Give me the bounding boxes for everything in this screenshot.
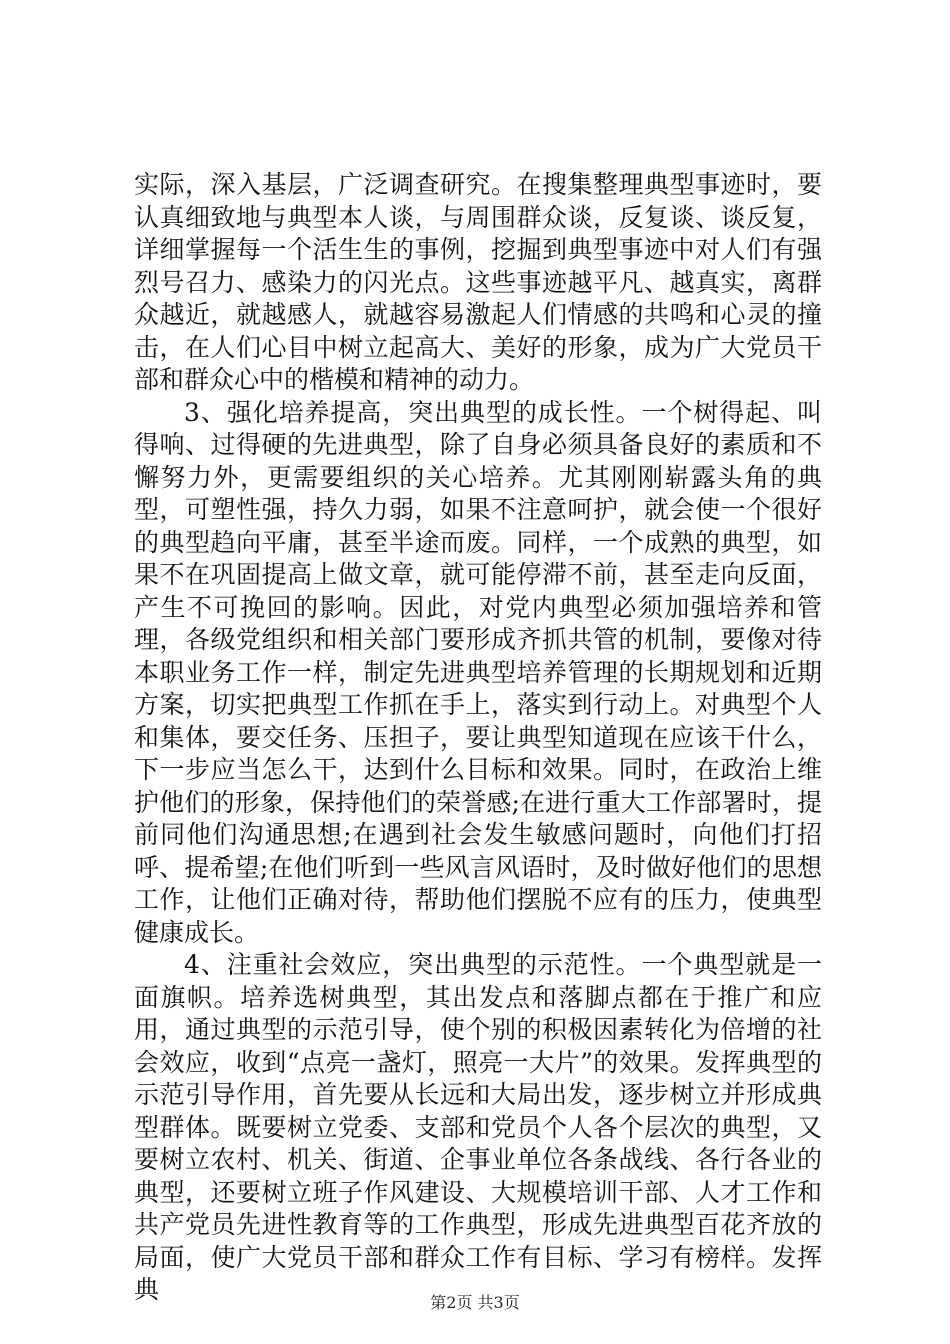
page-footer: 第2页 共3页 (430, 1293, 520, 1312)
paragraph-3: 4、注重社会效应，突出典型的示范性。一个典型就是一面旗帜。培养选树典型，其出发点和落脚点都在于推广和应用，通过典型的示范引导，使个别的积极因素转化为倍增的社会效应，收到“点亮一盏灯，照亮一大片”的效果。发挥典型的示范引导作用，首先要从长远和大局出发，逐步树立并形成典型群体。既要树立党委、支部和党员个人各个层次的典型，又要树立农村、机关、街道、企事业单位各条战线、各行各业的典型，还要树立班子作风建设、大规模培训干部、人才工作和共产党员先进性教育等的工作典型，形成先进典型百花齐放的局面，使广大党员干部和群众工作有目标、学习有榜样。发挥典 (134, 950, 822, 1304)
paragraph-2: 3、强化培养提高，突出典型的成长性。一个树得起、叫得响、过得硬的先进典型，除了自身必须具备良好的素质和不懈努力外，更需要组织的关心培养。尤其刚刚崭露头角的典型，可塑性强，持久力弱，如果不注意呵护，就会使一个很好的典型趋向平庸，甚至半途而废。同样，一个成熟的典型，如果不在巩固提高上做文章，就可能停滞不前，甚至走向反面，产生不可挽回的影响。因此，对党内典型必须加强培养和管理，各级党组织和相关部门要形成齐抓共管的机制，要像对待本职业务工作一样，制定先进典型培养管理的长期规划和近期方案，切实把典型工作抓在手上，落实到行动上。对典型个人和集体，要交任务、压担子，要让典型知道现在应该干什么，下一步应当怎么干，达到什么目标和效果。同时，在政治上维护他们的形象，保持他们的荣誉感;在进行重大工作部署时，提前同他们沟通思想;在遇到社会发生敏感问题时，向他们打招呼、提希望;在他们听到一些风言风语时，及时做好他们的思想工作，让他们正确对待，帮助他们摆脱不应有的压力，使典型健康成长。 (134, 397, 822, 947)
document-body (134, 169, 822, 1307)
paragraph-1: 实际，深入基层，广泛调查研究。在搜集整理典型事迹时，要认真细致地与典型本人谈，与周围群众谈，反复谈、谈反复，详细掌握每一个活生生的事例，挖掘到典型事迹中对人们有强烈号召力、感染力的闪光点。这些事迹越平凡、越真实，离群众越近，就越感人，就越容易激起人们情感的共鸣和心灵的撞击，在人们心目中树立起高大、美好的形象，成为广大党员干部和群众心中的楷模和精神的动力。 (134, 170, 822, 394)
